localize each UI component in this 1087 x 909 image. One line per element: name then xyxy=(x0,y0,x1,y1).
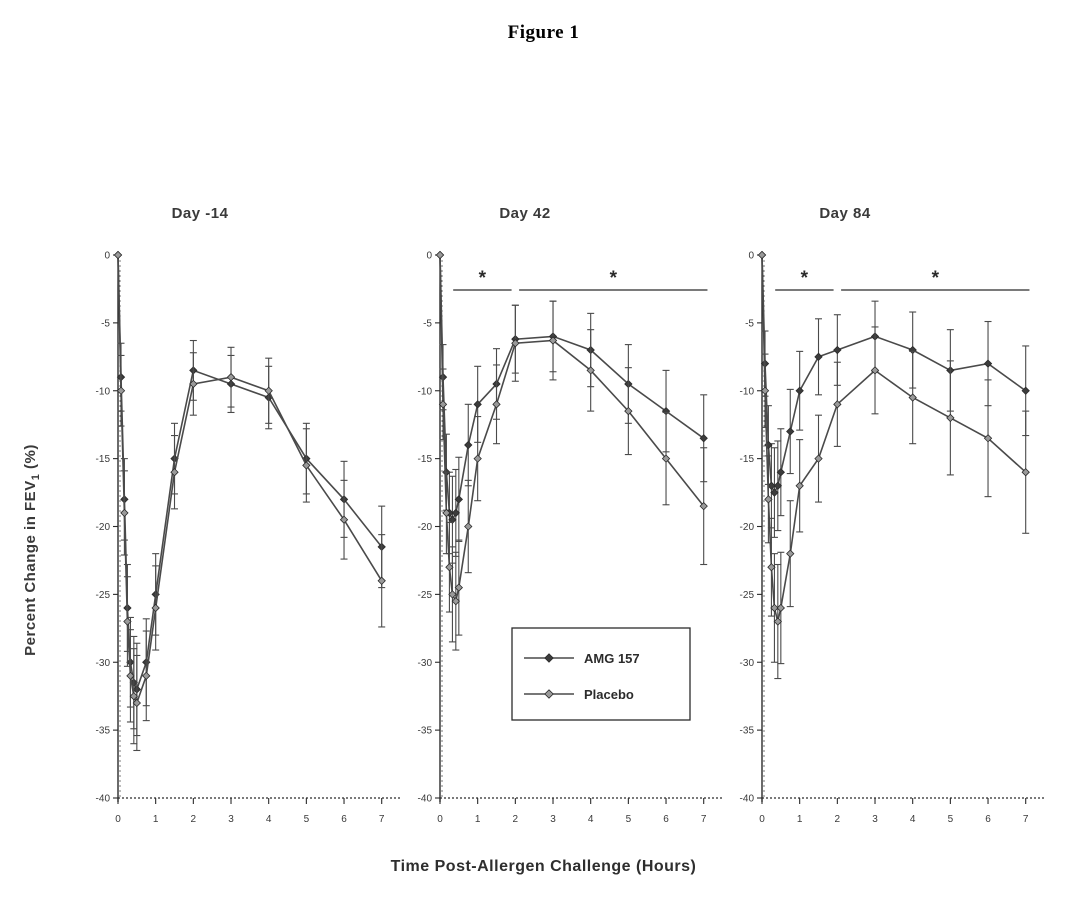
y-tick-label: -15 xyxy=(417,454,432,466)
y-tick-label: -20 xyxy=(417,522,432,533)
panel-title-day-42: Day 42 xyxy=(499,205,551,222)
data-point-marker xyxy=(493,401,500,408)
y-tick-label: -30 xyxy=(95,657,110,669)
significance-star: * xyxy=(800,268,809,289)
data-point-marker xyxy=(378,577,385,584)
y-tick-label: 0 xyxy=(426,250,432,262)
x-tick-label: 2 xyxy=(512,814,519,825)
x-tick-label: 1 xyxy=(152,814,159,825)
y-tick-label: -15 xyxy=(95,454,110,466)
data-point-marker xyxy=(436,251,443,258)
y-tick-label: -20 xyxy=(739,522,754,533)
x-tick-label: 2 xyxy=(834,814,841,825)
x-axis-label: Time Post-Allergen Challenge (Hours) xyxy=(390,858,697,875)
y-tick-label: -5 xyxy=(745,318,754,330)
y-axis-label: Percent Change in $FEV_1$ (%) xyxy=(22,444,42,656)
data-point-marker xyxy=(227,374,234,381)
y-tick-label: -25 xyxy=(95,589,110,601)
x-tick-label: 7 xyxy=(378,814,385,825)
significance-star: * xyxy=(609,268,617,289)
x-tick-label: 6 xyxy=(985,814,991,825)
data-point-marker xyxy=(465,441,472,448)
y-tick-label: -20 xyxy=(95,522,110,533)
y-tick-label: -25 xyxy=(739,589,754,601)
data-point-marker xyxy=(465,523,472,530)
y-tick-label: -40 xyxy=(739,793,754,805)
y-tick-label: -10 xyxy=(739,386,754,398)
data-point-marker xyxy=(474,455,481,462)
data-point-marker xyxy=(787,428,794,435)
y-tick-label: -30 xyxy=(739,657,754,669)
chart-legend xyxy=(512,628,690,720)
panel-1 xyxy=(96,251,401,826)
data-point-marker xyxy=(947,414,954,421)
figure-title: Figure 1 xyxy=(507,22,580,43)
y-tick-label: -15 xyxy=(739,454,754,466)
y-tick-label: -5 xyxy=(101,318,110,330)
x-tick-label: 0 xyxy=(759,814,765,825)
panel-2 xyxy=(418,251,723,826)
significance-star: * xyxy=(931,268,939,289)
y-tick-label: -5 xyxy=(423,318,432,330)
data-point-marker xyxy=(834,346,841,353)
data-point-marker xyxy=(121,509,128,516)
data-point-marker xyxy=(787,550,794,557)
legend-label: Placebo xyxy=(584,687,634,702)
y-tick-label: -30 xyxy=(417,657,432,669)
x-tick-label: 1 xyxy=(474,814,481,825)
y-tick-label: -10 xyxy=(95,386,110,398)
x-tick-label: 4 xyxy=(909,814,916,825)
x-tick-label: 3 xyxy=(228,814,234,825)
x-tick-label: 7 xyxy=(700,814,707,825)
y-tick-label: -35 xyxy=(739,725,754,737)
x-tick-label: 2 xyxy=(190,814,197,825)
y-tick-label: -25 xyxy=(417,589,432,601)
y-tick-label: -40 xyxy=(417,793,432,805)
x-tick-label: 5 xyxy=(947,814,954,825)
figure-area xyxy=(0,150,1087,909)
y-tick-label: -10 xyxy=(417,386,432,398)
series-line-amg-157 xyxy=(118,255,382,689)
data-point-marker xyxy=(796,387,803,394)
data-point-marker xyxy=(265,387,272,394)
x-tick-label: 3 xyxy=(550,814,556,825)
x-tick-label: 6 xyxy=(663,814,669,825)
x-tick-label: 1 xyxy=(796,814,803,825)
x-tick-label: 7 xyxy=(1022,814,1029,825)
series-line-amg-157 xyxy=(762,255,1026,493)
legend-label: AMG 157 xyxy=(584,651,640,666)
data-point-marker xyxy=(143,672,150,679)
x-tick-label: 6 xyxy=(341,814,347,825)
x-tick-label: 5 xyxy=(303,814,310,825)
y-tick-label: 0 xyxy=(748,250,754,262)
panel-title-day--14: Day -14 xyxy=(171,205,229,222)
y-tick-label: -35 xyxy=(417,725,432,737)
x-tick-label: 3 xyxy=(872,814,878,825)
significance-star: * xyxy=(478,268,487,289)
data-point-marker xyxy=(815,353,822,360)
data-point-marker xyxy=(114,251,121,258)
x-tick-label: 4 xyxy=(265,814,272,825)
x-tick-label: 0 xyxy=(437,814,443,825)
y-tick-label: -40 xyxy=(95,793,110,805)
chart-plot-area xyxy=(0,150,1087,850)
data-point-marker xyxy=(758,251,765,258)
series-line-placebo xyxy=(118,255,382,703)
panel-3 xyxy=(740,251,1045,826)
series-line-amg-157 xyxy=(440,255,704,520)
x-tick-label: 0 xyxy=(115,814,121,825)
series-line-placebo xyxy=(440,255,704,601)
x-tick-label: 4 xyxy=(587,814,594,825)
y-tick-label: -35 xyxy=(95,725,110,737)
y-tick-label: 0 xyxy=(104,250,110,262)
x-tick-label: 5 xyxy=(625,814,632,825)
panel-title-day-84: Day 84 xyxy=(819,205,871,222)
